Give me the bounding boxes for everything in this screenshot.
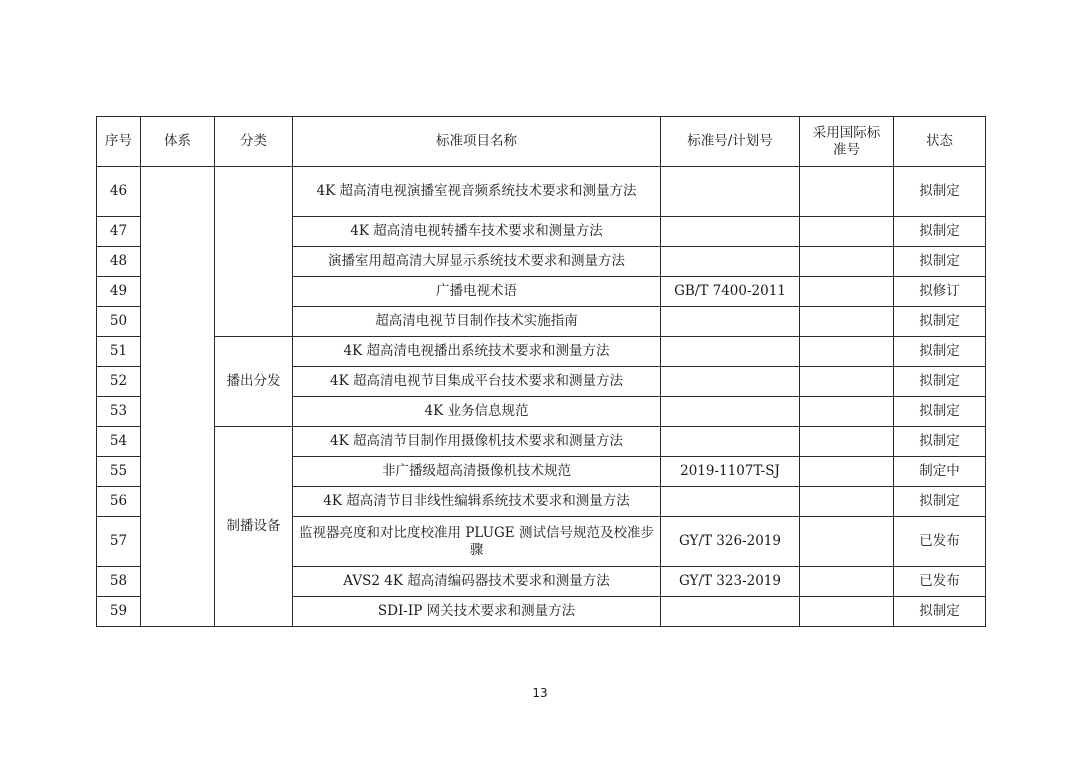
cell-standard-number: 2019-1107T-SJ: [661, 457, 800, 487]
cell-status: 制定中: [894, 457, 986, 487]
cell-serial: 47: [97, 217, 141, 247]
cell-serial: 50: [97, 307, 141, 337]
cell-standard-number: [661, 247, 800, 277]
cell-intl-standard: [800, 397, 894, 427]
cell-project-name: 4K 超高清电视演播室视音频系统技术要求和测量方法: [293, 167, 661, 217]
cell-project-name: 4K 超高清电视播出系统技术要求和测量方法: [293, 337, 661, 367]
cell-standard-number: [661, 307, 800, 337]
standards-table: [96, 116, 986, 627]
cell-standard-number: [661, 217, 800, 247]
cell-standard-number: [661, 597, 800, 627]
cell-intl-standard: [800, 567, 894, 597]
table-row: [97, 427, 986, 457]
cell-standard-number: [661, 487, 800, 517]
cell-standard-number: GY/T 326-2019: [661, 517, 800, 567]
page-number: 13: [532, 686, 548, 700]
cell-category: 制播设备: [215, 427, 293, 627]
cell-project-name: 4K 超高清电视节目集成平台技术要求和测量方法: [293, 367, 661, 397]
table-row: [97, 167, 986, 217]
cell-serial: 59: [97, 597, 141, 627]
cell-status: 拟制定: [894, 307, 986, 337]
cell-serial: 58: [97, 567, 141, 597]
header-project-name: 标准项目名称: [293, 117, 661, 167]
cell-intl-standard: [800, 427, 894, 457]
cell-project-name: 监视器亮度和对比度校准用 PLUGE 测试信号规范及校准步骤: [293, 517, 661, 567]
cell-project-name: 超高清电视节目制作技术实施指南: [293, 307, 661, 337]
cell-serial: 56: [97, 487, 141, 517]
table-header-row: [97, 117, 986, 167]
cell-project-name: SDI-IP 网关技术要求和测量方法: [293, 597, 661, 627]
cell-intl-standard: [800, 167, 894, 217]
header-serial: 序号: [97, 117, 141, 167]
cell-status: 拟制定: [894, 367, 986, 397]
cell-category: 播出分发: [215, 337, 293, 427]
cell-standard-number: GB/T 7400-2011: [661, 277, 800, 307]
cell-project-name: 4K 超高清节目非线性编辑系统技术要求和测量方法: [293, 487, 661, 517]
cell-intl-standard: [800, 367, 894, 397]
cell-serial: 52: [97, 367, 141, 397]
cell-serial: 46: [97, 167, 141, 217]
cell-intl-standard: [800, 337, 894, 367]
cell-standard-number: [661, 367, 800, 397]
cell-project-name: 非广播级超高清摄像机技术规范: [293, 457, 661, 487]
cell-intl-standard: [800, 487, 894, 517]
cell-serial: 49: [97, 277, 141, 307]
cell-project-name: 广播电视术语: [293, 277, 661, 307]
cell-project-name: AVS2 4K 超高清编码器技术要求和测量方法: [293, 567, 661, 597]
header-system: 体系: [141, 117, 215, 167]
header-intl-standard: 采用国际标准号: [800, 117, 894, 167]
cell-standard-number: [661, 397, 800, 427]
header-standard-number: 标准号/计划号: [661, 117, 800, 167]
header-status: 状态: [894, 117, 986, 167]
cell-standard-number: GY/T 323-2019: [661, 567, 800, 597]
cell-standard-number: [661, 167, 800, 217]
cell-intl-standard: [800, 277, 894, 307]
cell-standard-number: [661, 427, 800, 457]
cell-intl-standard: [800, 457, 894, 487]
cell-intl-standard: [800, 597, 894, 627]
table-row: [97, 337, 986, 367]
cell-intl-standard: [800, 217, 894, 247]
cell-status: 拟制定: [894, 217, 986, 247]
cell-status: 已发布: [894, 567, 986, 597]
cell-status: 拟制定: [894, 337, 986, 367]
cell-project-name: 4K 业务信息规范: [293, 397, 661, 427]
cell-project-name: 4K 超高清节目制作用摄像机技术要求和测量方法: [293, 427, 661, 457]
cell-serial: 57: [97, 517, 141, 567]
cell-serial: 53: [97, 397, 141, 427]
cell-status: 拟制定: [894, 597, 986, 627]
cell-status: 拟修订: [894, 277, 986, 307]
cell-intl-standard: [800, 247, 894, 277]
cell-standard-number: [661, 337, 800, 367]
cell-project-name: 4K 超高清电视转播车技术要求和测量方法: [293, 217, 661, 247]
cell-status: 拟制定: [894, 487, 986, 517]
cell-status: 拟制定: [894, 167, 986, 217]
cell-project-name: 演播室用超高清大屏显示系统技术要求和测量方法: [293, 247, 661, 277]
cell-intl-standard: [800, 517, 894, 567]
cell-status: 拟制定: [894, 427, 986, 457]
cell-status: 已发布: [894, 517, 986, 567]
cell-serial: 51: [97, 337, 141, 367]
cell-status: 拟制定: [894, 397, 986, 427]
cell-serial: 55: [97, 457, 141, 487]
cell-serial: 54: [97, 427, 141, 457]
cell-status: 拟制定: [894, 247, 986, 277]
cell-system: [141, 167, 215, 627]
cell-category: [215, 167, 293, 337]
cell-intl-standard: [800, 307, 894, 337]
header-category: 分类: [215, 117, 293, 167]
cell-serial: 48: [97, 247, 141, 277]
